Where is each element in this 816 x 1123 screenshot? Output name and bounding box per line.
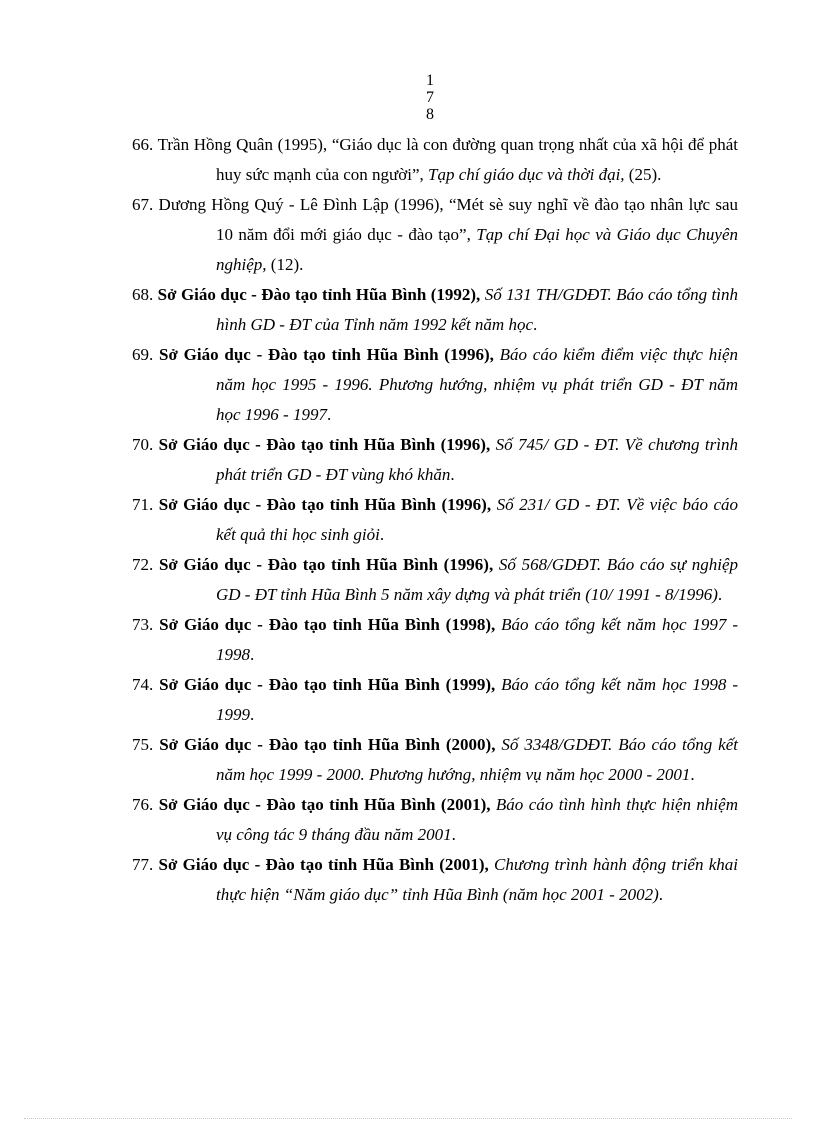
reference-entry [132, 850, 738, 910]
reference-number: 71. [132, 495, 154, 514]
reference-tail: . [690, 765, 695, 784]
reference-source: Báo cáo tổng kết năm học 1998 - 1999 [216, 675, 739, 724]
reference-source: Tạp chí giáo dục và thời đại, [423, 165, 625, 184]
reference-tail: . [533, 315, 538, 334]
reference-entry [132, 670, 738, 730]
reference-author: Sở Giáo dục - Đào tạo tỉnh Hũa Bình (1996), [158, 495, 492, 514]
reference-author: Sở Giáo dục - Đào tạo tỉnh Hũa Bình (2000), [159, 735, 496, 754]
reference-entry [132, 190, 738, 280]
reference-tail: . [250, 705, 255, 724]
page-number-digit: 1 [426, 72, 434, 89]
reference-number: 70. [132, 435, 154, 454]
reference-author: Sở Giáo dục - Đào tạo tỉnh Hũa Bình (1999), [159, 675, 496, 694]
reference-number: 72. [132, 555, 154, 574]
reference-tail: . [450, 465, 455, 484]
reference-author: Sở Giáo dục - Đào tạo tỉnh Hũa Bình (1996), [159, 345, 494, 364]
reference-number: 68. [132, 285, 154, 304]
reference-author: Sở Giáo dục - Đào tạo tỉnh Hũa Bình (1998), [159, 615, 496, 634]
reference-tail: (12). [266, 255, 304, 274]
reference-tail: . [717, 585, 723, 604]
reference-entry [132, 610, 738, 670]
reference-entry [132, 490, 738, 550]
reference-source: Tạp chí Đại học và Giáo dục Chuyên nghiệp, [216, 225, 738, 274]
reference-source: Số 568/GDĐT. Báo cáo sự nghiệp GD - ĐT tỉnh Hũa Bình 5 năm xây dựng và phát triển (10/ 1991 - 8/1996) [216, 555, 739, 604]
reference-author: Dương Hồng Quý - Lê Đình Lập (1996), [158, 195, 444, 214]
reference-number: 75. [132, 735, 154, 754]
reference-title: “Mét sè suy nghĩ về đào tạo nhân lực sau 10 năm đổi mới giáo dục - đào tạo”, [216, 195, 738, 244]
reference-author: Sở Giáo dục - Đào tạo tỉnh Hũa Bình (1996), [158, 555, 494, 574]
reference-tail: . [451, 825, 456, 844]
reference-source: Số 3348/GDĐT. Báo cáo tổng kết năm học 1999 - 2000. Phương hướng, nhiệm vụ năm học 2000 - 2001 [216, 735, 739, 784]
reference-entry [132, 730, 738, 790]
reference-author: Sở Giáo dục - Đào tạo tỉnh Hũa Bình (1996), [158, 435, 491, 454]
reference-number: 76. [132, 795, 154, 814]
reference-number: 74. [132, 675, 154, 694]
reference-source: Báo cáo kiểm điểm việc thực hiện năm học 1995 - 1996. Phương hướng, nhiệm vụ phát triển GD - ĐT năm học 1996 - 1997 [216, 345, 739, 424]
reference-number: 73. [132, 615, 154, 634]
reference-author: Trần Hồng Quân (1995), [157, 135, 328, 154]
reference-source: Báo cáo tổng kết năm học 1997 - 1998 [216, 615, 739, 664]
reference-number: 66. [132, 135, 154, 154]
reference-tail: . [379, 525, 385, 544]
page-bottom-divider [24, 1118, 792, 1119]
reference-source: Chương trình hành động triển khai thực hiện “Năm giáo dục” tỉnh Hũa Bình (năm học 2001 - 2002) [216, 855, 738, 904]
reference-number: 77. [132, 855, 154, 874]
reference-tail: . [250, 645, 255, 664]
reference-source: Số 745/ GD - ĐT. Về chương trình phát triển GD - ĐT vùng khó khăn [216, 435, 738, 484]
reference-entry [132, 280, 738, 340]
reference-tail: (25). [624, 165, 662, 184]
page-number-digit: 8 [426, 106, 434, 123]
reference-source: Báo cáo tình hình thực hiện nhiệm vụ công tác 9 tháng đầu năm 2001 [216, 795, 738, 844]
reference-entry [132, 340, 738, 430]
reference-tail: . [658, 885, 663, 904]
reference-title: “Giáo dục là con đường quan trọng nhất của xã hội để phát huy sức mạnh của con người”, [216, 135, 739, 184]
reference-entry [132, 550, 738, 610]
reference-entry [132, 790, 738, 850]
reference-list [132, 130, 738, 910]
page-number-digit: 7 [426, 89, 434, 106]
reference-entry [132, 430, 738, 490]
page-number [418, 72, 442, 123]
reference-tail: . [326, 405, 332, 424]
reference-number: 69. [132, 345, 154, 364]
reference-author: Sở Giáo dục - Đào tạo tỉnh Hũa Bình (2001), [158, 855, 489, 874]
reference-entry [132, 130, 738, 190]
reference-number: 67. [132, 195, 154, 214]
reference-source: Số 131 TH/GDĐT. Báo cáo tổng tình hình GD - ĐT của Tỉnh năm 1992 kết năm học [216, 285, 739, 334]
reference-source: Số 231/ GD - ĐT. Về việc báo cáo kết quả thi học sinh giỏi [216, 495, 739, 544]
reference-author: Sở Giáo dục - Đào tạo tỉnh Hũa Bình (1992), [157, 285, 481, 304]
reference-author: Sở Giáo dục - Đào tạo tỉnh Hũa Bình (2001), [158, 795, 491, 814]
